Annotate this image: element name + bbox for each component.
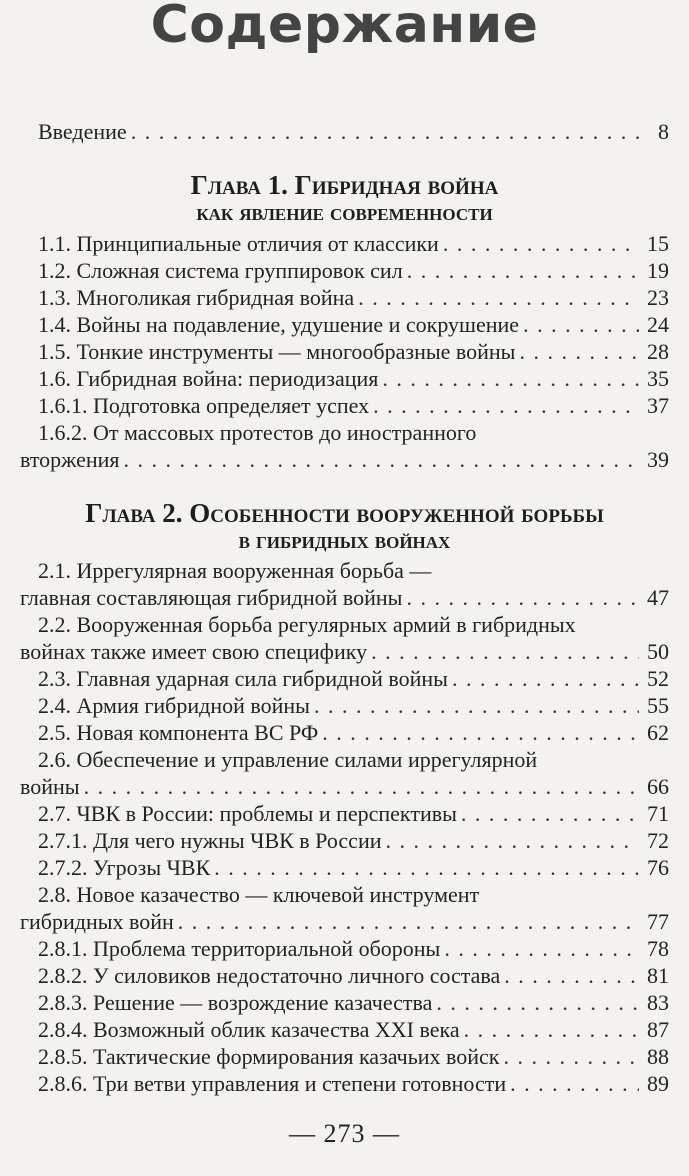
toc-entry-2-7[interactable] bbox=[38, 800, 669, 828]
toc-entry-label: 2.4. Армия гибридной войны bbox=[38, 693, 310, 718]
toc-entry-label: 1.3. Многоликая гибридная война bbox=[38, 285, 355, 310]
toc-entry-2-2-line1[interactable]: 2.2. Вооруженная борьба регулярных армий в гибридных bbox=[38, 612, 576, 637]
toc-entry-label: 2.7.2. Угрозы ЧВК bbox=[38, 855, 211, 880]
toc-entry-2-6-line1[interactable]: 2.6. Обеспечение и управление силами иррегулярной bbox=[38, 747, 538, 772]
dot-leader bbox=[358, 284, 639, 312]
toc-page-number: 71 bbox=[647, 801, 669, 826]
toc-entry-label: 2.8.5. Тактические формирования казачьих войск bbox=[38, 1044, 500, 1069]
dot-leader bbox=[452, 665, 639, 693]
toc-entry-label: 1.6.1. Подготовка определяет успех bbox=[38, 393, 370, 418]
toc-page-number: 66 bbox=[647, 774, 669, 799]
toc-entry-label: войнах также имеет свою специфику bbox=[20, 639, 368, 664]
toc-page-number: 35 bbox=[647, 366, 669, 391]
toc-entry-label: войны bbox=[20, 774, 80, 799]
dot-leader bbox=[519, 338, 639, 366]
toc-entry-1-6-2[interactable] bbox=[20, 446, 669, 474]
toc-entry-label: 1.2. Сложная система группировок сил bbox=[38, 258, 403, 283]
toc-entry-2-8[interactable] bbox=[20, 908, 669, 936]
toc-entry-2-1-line1[interactable]: 2.1. Иррегулярная вооруженная борьба — bbox=[38, 558, 432, 583]
dot-leader bbox=[443, 230, 639, 258]
toc-entry-label: главная составляющая гибридной войны bbox=[20, 585, 403, 610]
dot-leader bbox=[178, 908, 639, 936]
page-title: Содержание bbox=[150, 0, 539, 55]
chapter-2-heading: Глава 2. Особенности вооруженной борьбы bbox=[85, 498, 604, 528]
toc-entry-2-8-line1[interactable]: 2.8. Новое казачество — ключевой инструмент bbox=[38, 882, 480, 907]
toc-page-number: 15 bbox=[647, 231, 669, 256]
toc-page-number: 24 bbox=[647, 312, 669, 337]
toc-entry-label: 2.5. Новая компонента ВС РФ bbox=[38, 720, 319, 745]
dot-leader bbox=[407, 257, 639, 285]
toc-page-number: 37 bbox=[647, 393, 669, 418]
toc-page-number: 83 bbox=[647, 990, 669, 1015]
toc-entry-label: 2.8.3. Решение — возрождение казачества bbox=[38, 990, 433, 1015]
dot-leader bbox=[371, 638, 639, 666]
dot-leader bbox=[504, 962, 639, 990]
toc-entry-label: 2.8.2. У силовиков недостаточно личного состава bbox=[38, 963, 501, 988]
toc-page-number: 88 bbox=[647, 1044, 669, 1069]
toc-entry-1-5[interactable] bbox=[38, 338, 669, 366]
toc-page-number: 55 bbox=[647, 693, 669, 718]
toc-entry-2-1[interactable] bbox=[20, 584, 669, 612]
toc-entry-2-8-1[interactable] bbox=[38, 935, 669, 963]
toc-entry-2-8-6[interactable] bbox=[38, 1070, 669, 1098]
toc-page-number: 23 bbox=[647, 285, 669, 310]
toc-entry-2-5[interactable] bbox=[38, 719, 669, 747]
toc-entry-2-7-2[interactable] bbox=[38, 854, 669, 882]
dot-leader bbox=[322, 719, 639, 747]
toc-page-number: 19 bbox=[647, 258, 669, 283]
toc-page-number: 87 bbox=[647, 1017, 669, 1042]
toc-entry-label: 2.8.4. Возможный облик казачества XXI века bbox=[38, 1017, 460, 1042]
toc-page-number: 50 bbox=[647, 639, 669, 664]
toc-page-number: 62 bbox=[647, 720, 669, 745]
chapter-2-subheading: в гибридных войнах bbox=[238, 528, 451, 554]
dot-leader bbox=[373, 392, 639, 420]
toc-entry-label: 2.8.6. Три ветви управления и степени готовности bbox=[38, 1071, 507, 1096]
toc-page-number: 77 bbox=[647, 909, 669, 934]
dot-leader bbox=[464, 1016, 639, 1044]
dot-leader bbox=[503, 1043, 639, 1071]
toc-entry-label: 2.8.1. Проблема территориальной обороны bbox=[38, 936, 441, 961]
toc-page-number: 39 bbox=[647, 447, 669, 472]
toc-entry-label: 2.3. Главная ударная сила гибридной войны bbox=[38, 666, 448, 691]
toc-entry-label: 2.7. ЧВК в России: проблемы и перспективы bbox=[38, 801, 457, 826]
toc-entry-2-3[interactable] bbox=[38, 665, 669, 693]
toc-page-number: 72 bbox=[647, 828, 669, 853]
toc-entry-label: вторжения bbox=[20, 447, 120, 472]
dot-leader bbox=[444, 935, 639, 963]
toc-entry-1-6-1[interactable] bbox=[38, 392, 669, 420]
toc-page-number: 28 bbox=[647, 339, 669, 364]
toc-entry-1-3[interactable] bbox=[38, 284, 669, 312]
toc-entry-label: 1.4. Войны на подавление, удушение и сокрушение bbox=[38, 312, 520, 337]
toc-entry-1-2[interactable] bbox=[38, 257, 669, 285]
dot-leader bbox=[436, 989, 639, 1017]
dot-leader bbox=[314, 692, 639, 720]
dot-leader bbox=[382, 365, 639, 393]
toc-entry-1-6-2-line1[interactable]: 1.6.2. От массовых протестов до иностранного bbox=[38, 420, 477, 445]
toc-entry-intro[interactable] bbox=[38, 118, 669, 146]
dot-leader bbox=[131, 118, 639, 146]
toc-entry-label: 1.6. Гибридная война: периодизация bbox=[38, 366, 379, 391]
toc-entry-1-1[interactable] bbox=[38, 230, 669, 258]
toc-entry-2-6[interactable] bbox=[20, 773, 669, 801]
toc-entry-2-8-3[interactable] bbox=[38, 989, 669, 1017]
chapter-1-heading: Глава 1. Гибридная война bbox=[190, 170, 499, 200]
toc-entry-label: Введение bbox=[38, 119, 127, 144]
toc-entry-2-7-1[interactable] bbox=[38, 827, 669, 855]
dot-leader bbox=[84, 773, 639, 801]
toc-entry-1-6[interactable] bbox=[38, 365, 669, 393]
toc-page-number: 76 bbox=[647, 855, 669, 880]
toc-entry-label: 1.5. Тонкие инструменты — многообразные войны bbox=[38, 339, 516, 364]
toc-page-number: 52 bbox=[647, 666, 669, 691]
chapter-1-subheading: как явление современности bbox=[196, 200, 493, 226]
toc-page-number: 78 bbox=[647, 936, 669, 961]
toc-entry-label: гибридных войн bbox=[20, 909, 174, 934]
toc-page-number: 81 bbox=[647, 963, 669, 988]
dot-leader bbox=[523, 311, 639, 339]
toc-entry-2-8-4[interactable] bbox=[38, 1016, 669, 1044]
dot-leader bbox=[386, 827, 640, 855]
dot-leader bbox=[461, 800, 639, 828]
toc-entry-2-4[interactable] bbox=[38, 692, 669, 720]
toc-page-number: 8 bbox=[658, 119, 669, 144]
dot-leader bbox=[510, 1070, 639, 1098]
toc-page-number: 89 bbox=[647, 1071, 669, 1096]
toc-entry-label: 2.7.1. Для чего нужны ЧВК в России bbox=[38, 828, 382, 853]
toc-entry-1-4[interactable] bbox=[38, 311, 669, 339]
dot-leader bbox=[406, 584, 639, 612]
page-number-footer: — 273 — bbox=[289, 1119, 400, 1148]
toc-entry-label: 1.1. Принципиальные отличия от классики bbox=[38, 231, 439, 256]
toc-entry-2-2[interactable] bbox=[20, 638, 669, 666]
dot-leader bbox=[124, 446, 639, 474]
toc-entry-2-8-2[interactable] bbox=[38, 962, 669, 990]
dot-leader bbox=[214, 854, 639, 882]
toc-entry-2-8-5[interactable] bbox=[38, 1043, 669, 1071]
toc-page-number: 47 bbox=[647, 585, 669, 610]
